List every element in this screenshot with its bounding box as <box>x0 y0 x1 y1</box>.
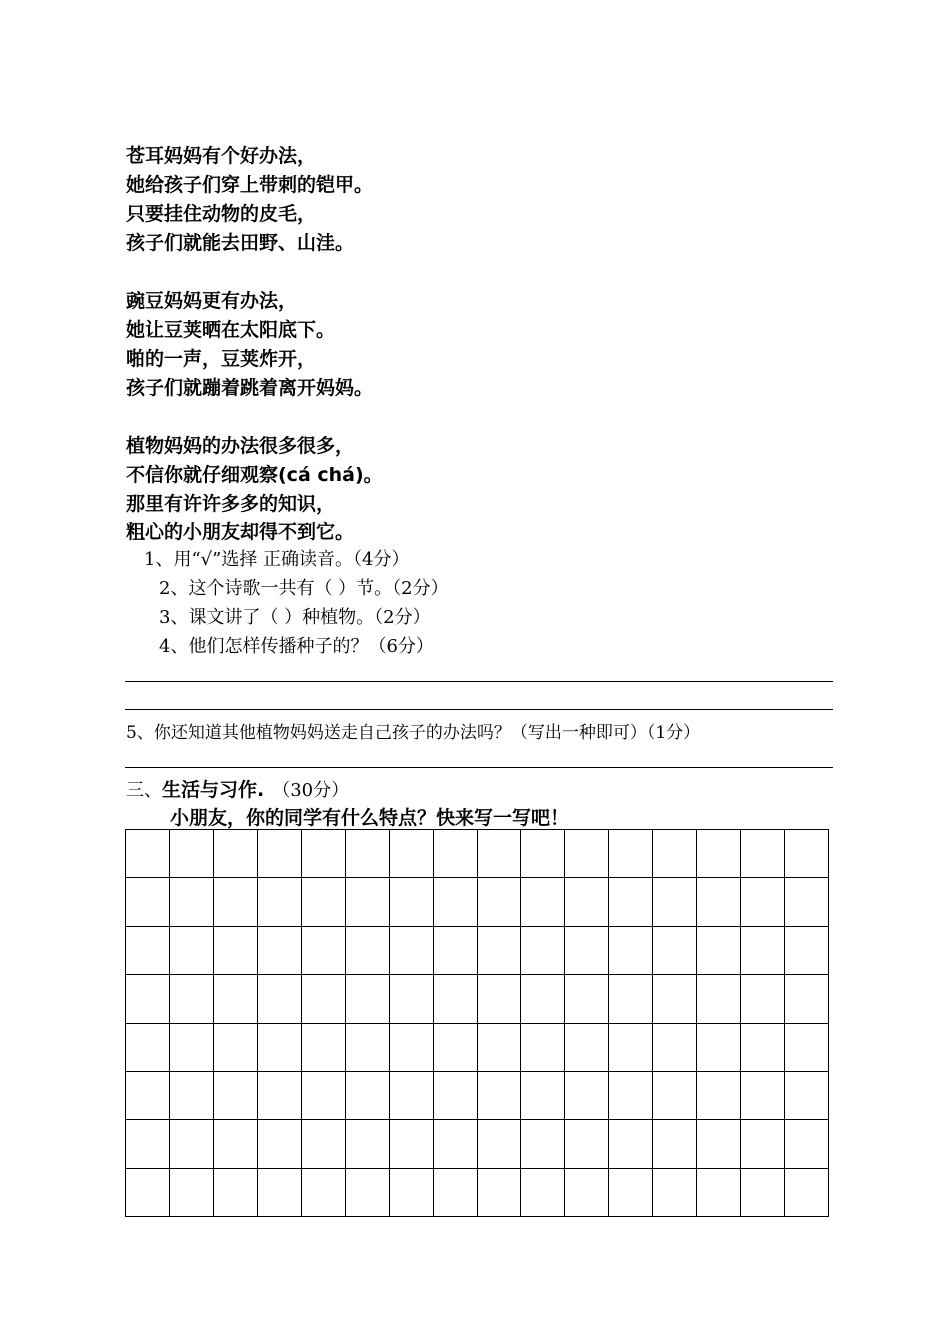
grid-cell[interactable] <box>785 975 829 1023</box>
grid-cell[interactable] <box>785 1169 829 1217</box>
poem-line: 豌豆妈妈更有办法， <box>126 290 298 312</box>
grid-cell[interactable] <box>258 1024 302 1072</box>
grid-cell[interactable] <box>214 1072 258 1120</box>
grid-cell[interactable] <box>609 878 653 926</box>
grid-cell[interactable] <box>346 927 390 975</box>
grid-cell[interactable] <box>434 975 478 1023</box>
grid-cell[interactable] <box>126 927 170 975</box>
question-4: 4、他们怎样传播种子的？（6分） <box>159 636 434 657</box>
grid-cell[interactable] <box>565 1169 609 1217</box>
grid-cell[interactable] <box>785 1120 829 1168</box>
grid-cell[interactable] <box>697 1072 741 1120</box>
grid-cell[interactable] <box>741 1072 785 1120</box>
grid-cell[interactable] <box>609 1169 653 1217</box>
grid-cell[interactable] <box>697 1120 741 1168</box>
grid-cell[interactable] <box>390 1024 434 1072</box>
grid-cell[interactable] <box>390 927 434 975</box>
section-3-heading <box>126 775 349 802</box>
grid-cell[interactable] <box>785 878 829 926</box>
poem-line: 啪的一声，豆荚炸开， <box>126 348 317 370</box>
grid-cell[interactable] <box>302 1072 346 1120</box>
grid-cell[interactable] <box>741 1169 785 1217</box>
grid-cell[interactable] <box>170 1072 214 1120</box>
grid-cell[interactable] <box>346 1024 390 1072</box>
grid-cell[interactable] <box>697 1169 741 1217</box>
section-score: （30分） <box>272 780 350 801</box>
grid-cell[interactable] <box>653 878 697 926</box>
poem-line: 植物妈妈的办法很多很多， <box>126 435 355 457</box>
grid-cell[interactable] <box>653 927 697 975</box>
grid-cell[interactable] <box>434 1120 478 1168</box>
grid-cell[interactable] <box>521 927 565 975</box>
grid-cell[interactable] <box>741 878 785 926</box>
poem-line: 粗心的小朋友却得不到它。 <box>126 521 355 543</box>
poem-line: 苍耳妈妈有个好办法， <box>126 145 317 167</box>
grid-cell[interactable] <box>609 927 653 975</box>
grid-cell[interactable] <box>434 1072 478 1120</box>
grid-cell[interactable] <box>214 878 258 926</box>
grid-cell[interactable] <box>434 927 478 975</box>
grid-cell[interactable] <box>258 1072 302 1120</box>
grid-cell[interactable] <box>302 975 346 1023</box>
question-3: 3、课文讲了（ ）种植物。（2分） <box>159 607 431 628</box>
grid-cell[interactable] <box>214 927 258 975</box>
grid-cell[interactable] <box>258 878 302 926</box>
grid-cell[interactable] <box>521 1120 565 1168</box>
grid-cell[interactable] <box>346 878 390 926</box>
grid-cell[interactable] <box>214 1024 258 1072</box>
grid-cell[interactable] <box>565 927 609 975</box>
question-5: 5、你还知道其他植物妈妈送走自己孩子的办法吗？（写出一种即可）（1分） <box>126 723 701 743</box>
poem-line: 孩子们就蹦着跳着离开妈妈。 <box>126 377 374 399</box>
answer-line[interactable] <box>125 709 833 710</box>
question-2: 2、这个诗歌一共有（ ）节。（2分） <box>159 578 449 599</box>
grid-cell[interactable] <box>609 830 653 878</box>
grid-cell[interactable] <box>609 1072 653 1120</box>
grid-cell[interactable] <box>390 878 434 926</box>
grid-cell[interactable] <box>741 830 785 878</box>
grid-cell[interactable] <box>258 1120 302 1168</box>
answer-line[interactable] <box>125 681 833 682</box>
grid-cell[interactable] <box>302 1169 346 1217</box>
grid-cell[interactable] <box>126 975 170 1023</box>
grid-cell[interactable] <box>258 927 302 975</box>
grid-cell[interactable] <box>478 1169 522 1217</box>
grid-cell[interactable] <box>521 878 565 926</box>
grid-cell[interactable] <box>521 830 565 878</box>
grid-cell[interactable] <box>214 830 258 878</box>
grid-cell[interactable] <box>697 927 741 975</box>
grid-cell[interactable] <box>653 1120 697 1168</box>
grid-cell[interactable] <box>565 975 609 1023</box>
grid-cell[interactable] <box>741 975 785 1023</box>
grid-cell[interactable] <box>434 878 478 926</box>
grid-cell[interactable] <box>126 1072 170 1120</box>
grid-cell[interactable] <box>741 1024 785 1072</box>
grid-cell[interactable] <box>697 975 741 1023</box>
writing-grid[interactable] <box>125 829 829 1217</box>
grid-cell[interactable] <box>697 830 741 878</box>
grid-cell[interactable] <box>697 1024 741 1072</box>
grid-cell[interactable] <box>697 878 741 926</box>
grid-cell[interactable] <box>258 830 302 878</box>
grid-cell[interactable] <box>565 830 609 878</box>
section-number: 三、 <box>126 780 162 801</box>
grid-cell[interactable] <box>609 1024 653 1072</box>
grid-cell[interactable] <box>741 927 785 975</box>
grid-cell[interactable] <box>478 927 522 975</box>
grid-cell[interactable] <box>565 878 609 926</box>
grid-cell[interactable] <box>565 1024 609 1072</box>
poem-line: 不信你就仔细观察(cá chá)。 <box>126 464 383 486</box>
grid-cell[interactable] <box>214 1120 258 1168</box>
grid-cell[interactable] <box>653 830 697 878</box>
grid-cell[interactable] <box>170 878 214 926</box>
grid-cell[interactable] <box>170 1024 214 1072</box>
section-title: 生活与习作. <box>162 779 265 801</box>
grid-cell[interactable] <box>478 1120 522 1168</box>
grid-cell[interactable] <box>170 975 214 1023</box>
grid-cell[interactable] <box>258 1169 302 1217</box>
grid-cell[interactable] <box>565 1072 609 1120</box>
poem-line: 那里有许许多多的知识， <box>126 493 336 515</box>
grid-cell[interactable] <box>302 1024 346 1072</box>
grid-cell[interactable] <box>785 927 829 975</box>
grid-cell[interactable] <box>478 1072 522 1120</box>
grid-cell[interactable] <box>170 1169 214 1217</box>
grid-cell[interactable] <box>302 927 346 975</box>
grid-cell[interactable] <box>346 830 390 878</box>
grid-cell[interactable] <box>170 830 214 878</box>
grid-cell[interactable] <box>346 1120 390 1168</box>
grid-cell[interactable] <box>170 1120 214 1168</box>
grid-cell[interactable] <box>390 1169 434 1217</box>
grid-cell[interactable] <box>565 1120 609 1168</box>
grid-cell[interactable] <box>126 1024 170 1072</box>
grid-cell[interactable] <box>390 830 434 878</box>
grid-cell[interactable] <box>521 1024 565 1072</box>
grid-cell[interactable] <box>214 975 258 1023</box>
poem-line: 孩子们就能去田野、山洼。 <box>126 232 355 254</box>
writing-prompt: 小朋友，你的同学有什么特点？快来写一写吧！ <box>170 807 570 829</box>
grid-cell[interactable] <box>609 1120 653 1168</box>
grid-cell[interactable] <box>785 1024 829 1072</box>
grid-cell[interactable] <box>126 1169 170 1217</box>
grid-cell[interactable] <box>126 1120 170 1168</box>
grid-cell[interactable] <box>434 830 478 878</box>
grid-cell[interactable] <box>390 1072 434 1120</box>
grid-cell[interactable] <box>653 975 697 1023</box>
grid-cell[interactable] <box>478 1024 522 1072</box>
grid-cell[interactable] <box>478 975 522 1023</box>
grid-cell[interactable] <box>609 975 653 1023</box>
grid-cell[interactable] <box>434 1024 478 1072</box>
grid-cell[interactable] <box>653 1024 697 1072</box>
grid-cell[interactable] <box>785 1072 829 1120</box>
grid-cell[interactable] <box>653 1169 697 1217</box>
grid-cell[interactable] <box>346 1169 390 1217</box>
grid-cell[interactable] <box>521 975 565 1023</box>
grid-cell[interactable] <box>521 1072 565 1120</box>
grid-cell[interactable] <box>302 830 346 878</box>
grid-cell[interactable] <box>434 1169 478 1217</box>
grid-cell[interactable] <box>478 878 522 926</box>
grid-cell[interactable] <box>346 975 390 1023</box>
grid-cell[interactable] <box>390 1120 434 1168</box>
poem-line: 她给孩子们穿上带刺的铠甲。 <box>126 174 374 196</box>
grid-cell[interactable] <box>258 975 302 1023</box>
grid-cell[interactable] <box>170 927 214 975</box>
grid-cell[interactable] <box>521 1169 565 1217</box>
grid-cell[interactable] <box>785 830 829 878</box>
question-1: 1、用“√”选择 正确读音。（4分） <box>144 549 410 570</box>
grid-cell[interactable] <box>346 1072 390 1120</box>
grid-cell[interactable] <box>302 878 346 926</box>
grid-cell[interactable] <box>390 975 434 1023</box>
grid-cell[interactable] <box>653 1072 697 1120</box>
grid-cell[interactable] <box>126 830 170 878</box>
poem-line: 只要挂住动物的皮毛， <box>126 203 317 225</box>
grid-cell[interactable] <box>214 1169 258 1217</box>
grid-cell[interactable] <box>302 1120 346 1168</box>
grid-cell[interactable] <box>741 1120 785 1168</box>
answer-line[interactable] <box>125 767 833 768</box>
grid-cell[interactable] <box>126 878 170 926</box>
poem-line: 她让豆荚晒在太阳底下。 <box>126 319 336 341</box>
grid-cell[interactable] <box>478 830 522 878</box>
